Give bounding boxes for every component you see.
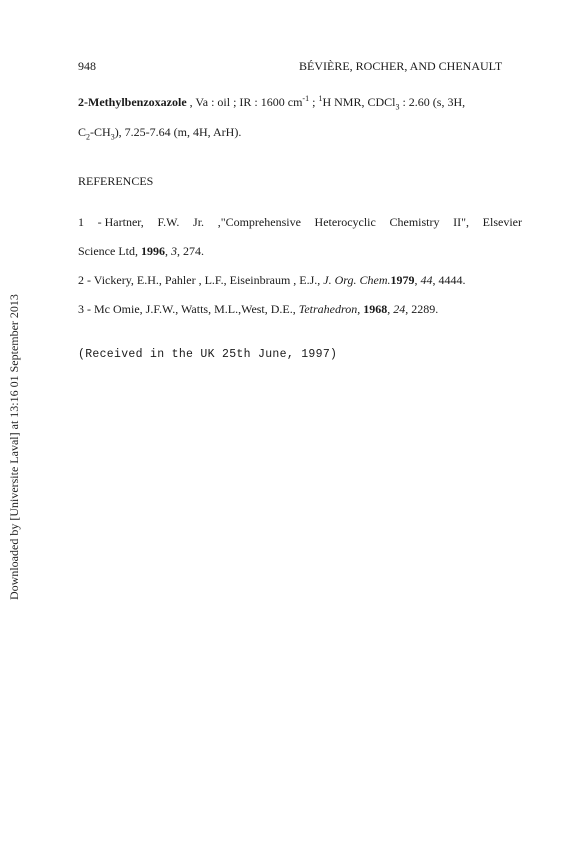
compound-name: 2-Methylbenzoxazole [78,95,187,109]
reference-2-separator: , [414,273,421,287]
reference-2-authors: 2 - Vickery, E.H., Pahler , L.F., Eiseinbraum , E.J., [78,273,324,287]
reference-3-volume: 24 [393,302,406,316]
reference-3-authors: 3 - Mc Omie, J.F.W., Watts, M.L.,West, D.E., [78,302,299,316]
references-heading: REFERENCES [78,174,154,188]
reference-3 [78,301,438,317]
reference-1-word: II", [453,215,470,229]
page-number: 948 [78,59,96,73]
running-title: BÉVIÈRE, ROCHER, AND CHENAULT [299,59,503,73]
reference-1-word: Jr. [193,215,205,229]
reference-1-year: 1996 [140,244,165,258]
compound-line-2 [78,124,241,140]
compound-text: : 2.60 (s, 3H, [399,95,466,109]
reference-1-pages: , 274. [176,244,204,258]
reference-1-word: ,"Comprehensive [217,215,301,229]
reference-1-number: 1 [78,215,84,229]
reference-3-pages: , 2289. [405,302,439,316]
reference-2-pages: , 4444. [432,273,466,287]
compound-text: -CH [90,125,111,139]
compound-text: , Va : oil ; IR : 1600 cm [186,95,303,109]
reference-1-word: - Hartner, [97,215,144,229]
reference-2-year: 1979 [390,273,415,287]
reference-2-volume: 44 [420,273,433,287]
reference-1-line-2 [78,243,204,259]
reference-1-separator: , [164,244,171,258]
superscript: -1 [302,94,310,103]
subscript: 3 [395,102,400,112]
reference-1-word: Elsevier [482,215,522,229]
reference-3-separator: , [387,302,394,316]
compound-text: C [78,125,87,139]
reference-2 [78,272,466,288]
subscript: 3 [110,132,115,142]
compound-text: ; [309,95,319,109]
received-note: (Received in the UK 25th June, 1997) [78,348,338,361]
side-watermark: Downloaded by [Universite Laval] at 13:16 01 September 2013 [7,294,21,600]
compound-text: ), 7.25-7.64 (m, 4H, ArH). [114,125,242,139]
reference-3-separator: , [357,302,364,316]
compound-line-1 [78,94,465,110]
reference-1-volume: 3 [170,244,177,258]
reference-3-journal: Tetrahedron [298,302,358,316]
reference-3-year: 1968 [363,302,388,316]
reference-1-publisher: Science Ltd, [78,244,141,258]
reference-2-journal: J. Org. Chem. [323,273,391,287]
superscript: 1 [318,94,323,103]
subscript: 2 [86,132,91,142]
reference-1-line-1 [78,214,522,230]
reference-1-word: F.W. [157,215,180,229]
reference-1-word: Heterocyclic [314,215,376,229]
reference-1-word: Chemistry [389,215,440,229]
compound-text: H NMR, CDCl [322,95,396,109]
